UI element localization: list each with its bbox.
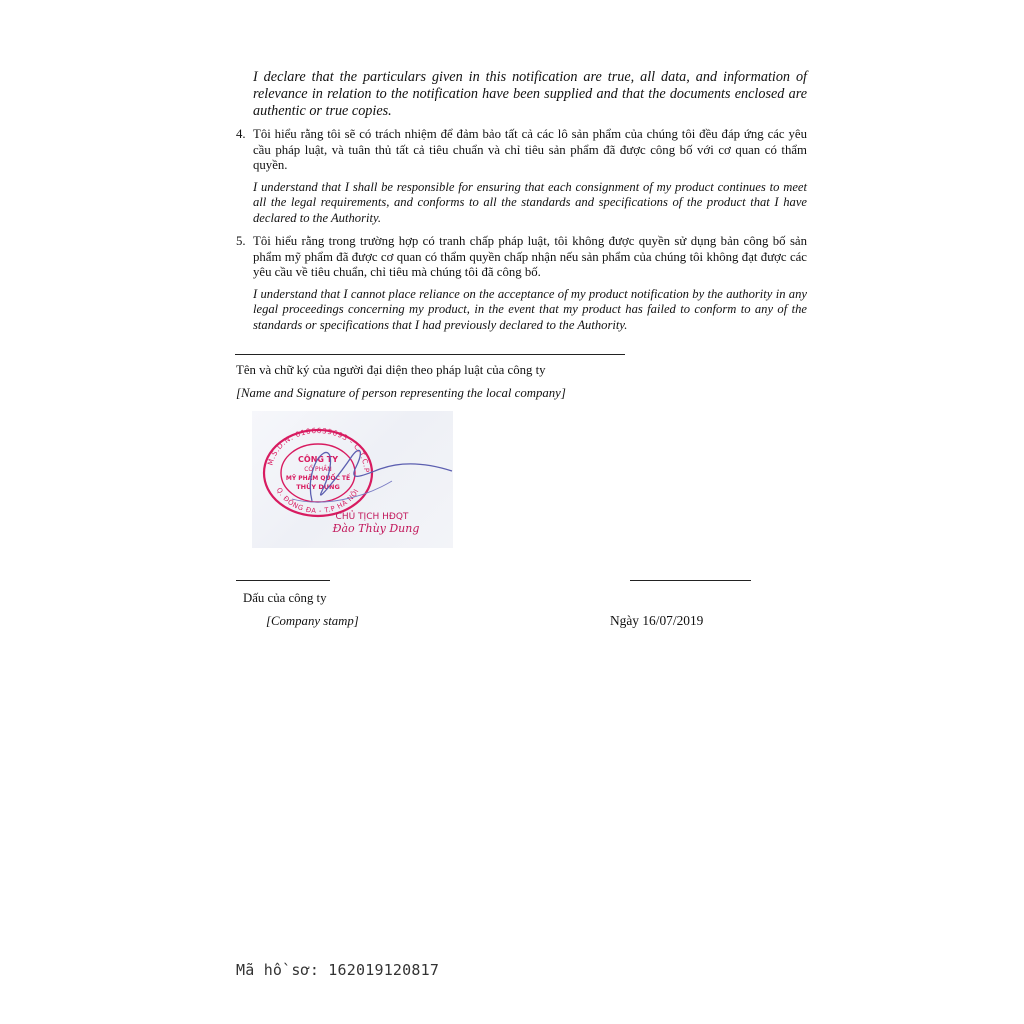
item-4-vi: Tôi hiểu rằng tôi sẽ có trách nhiệm để đảm bảo tất cả các lô sản phẩm của chúng tôi đều đáp ứng các yêu cầu pháp luật, và tuân thủ tất cả tiêu chuẩn và chỉ tiêu sản phẩm đã được công bố với cơ quan có thẩm quyền. — [253, 127, 807, 173]
company-stamp-label-en: [Company stamp] — [266, 614, 359, 628]
item-4-en: I understand that I shall be responsible for ensuring that each consignment of my product continues to meet all the legal requirements, and conforms to all the standards and specifications of the product that I have declared to the Authority. — [253, 180, 807, 225]
company-stamp-label-vi: Dấu của công ty — [243, 591, 327, 605]
stamp-title: CHỦ TỊCH HĐQT — [335, 512, 409, 522]
stamp-line2: CỔ PHẦN — [304, 466, 332, 473]
file-code: Mã hồ sơ: 162019120817 — [236, 961, 440, 979]
signature-label-vi: Tên và chữ ký của người đại diện theo pháp luật của công ty — [236, 363, 546, 377]
item-5-number: 5. — [236, 234, 246, 248]
signature-stamp-image — [252, 411, 453, 548]
signature-line — [235, 354, 625, 355]
date-text: Ngày 16/07/2019 — [610, 613, 704, 628]
signature-label-en: [Name and Signature of person representing the local company] — [236, 386, 566, 400]
stamp-bottom-text: Q. ĐỐNG ĐA - T.P HÀ NỘI — [274, 486, 361, 516]
item-5-en: I understand that I cannot place reliance on the acceptance of my product notification by the authority in any legal proceedings concerning my product, in the event that my product has failed to conform to any of the standards or specifications that I had previously declared to the Authority. — [253, 287, 807, 332]
stamp-name: Đào Thùy Dung — [332, 522, 420, 535]
stamp-line4: THÙY DUNG — [296, 483, 340, 491]
item-5-vi: Tôi hiểu rằng trong trường hợp có tranh chấp pháp luật, tôi không được quyền sử dụng bản công bố sản phẩm mỹ phẩm đã được cơ quan có thẩm quyền chấp nhận nếu sản phẩm của chúng tôi không đạt được các yêu cầu về tiêu chuẩn, chỉ tiêu mà chúng tôi đã công bố. — [253, 234, 807, 280]
declaration-en: I declare that the particulars given in this notification are true, all data, and information of relevance in relation to the notification have been supplied and that the documents enclosed are authentic or true copies. — [253, 69, 807, 119]
company-seal-icon — [252, 411, 453, 548]
stamp-ring-text: M.S.D.N: 0106639693 - C.T.C.P — [265, 425, 372, 473]
company-stamp-line — [236, 580, 330, 581]
stamp-line3: MỸ PHẨM QUỐC TẾ — [285, 475, 351, 482]
date-line — [630, 580, 751, 581]
item-4-number: 4. — [236, 127, 246, 141]
stamp-line1: CÔNG TY — [298, 455, 338, 464]
